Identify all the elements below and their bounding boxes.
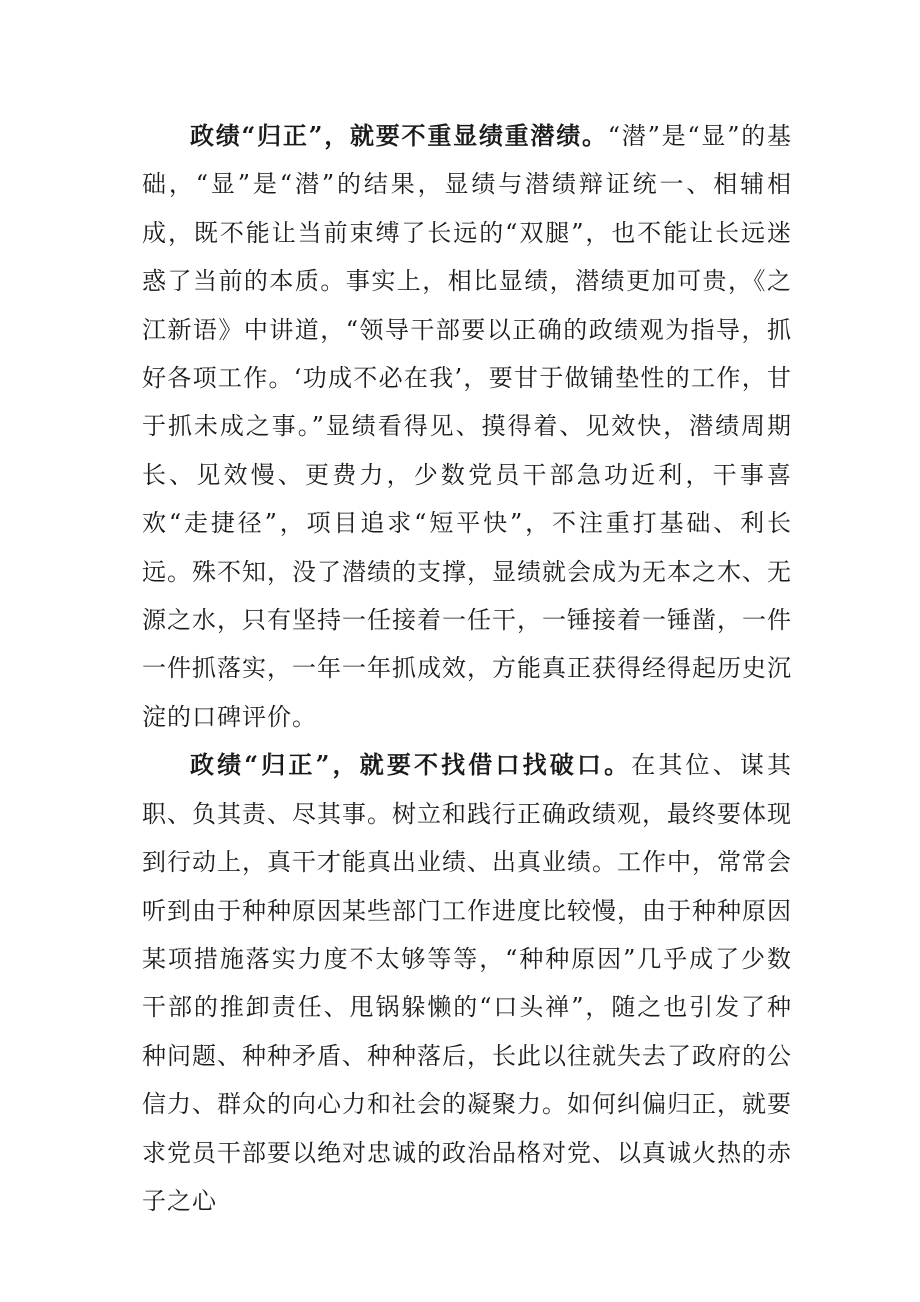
paragraph-1-lead: 政绩“归正”，就要不重显绩重潜绩。	[190, 121, 608, 150]
paragraph-2-body: 在其位、谋其职、负其责、尽其事。树立和践行正确政绩观，最终要体现到行动上，真干才能真出业绩、出真业绩。工作中，常常会听到由于种种原因某些部门工作进度比较慢，由于种种原因某项措施落实力度不太够等等，“种种原因”几乎成了少数干部的推卸责任、甩锅躲懒的“口头禅”，随之也引发了种种问题、种种矛盾、种种落后，长此以往就失去了政府的公信力、群众的向心力和社会的凝聚力。如何纠偏归正，就要求党员干部要以绝对忠诚的政治品格对党、以真诚火热的赤子之心	[142, 751, 793, 1215]
paragraph-2-lead: 政绩“归正”，就要不找借口找破口。	[190, 750, 632, 780]
paragraph-1	[142, 112, 792, 741]
paragraph-2	[142, 741, 792, 1225]
document-page	[142, 112, 792, 1225]
paragraph-1-body: “潜”是“显”的基础，“显”是“潜”的结果，显绩与潜绩辩证统一、相辅相成，既不能让当前束缚了长远的“双腿”，也不能让长远迷惑了当前的本质。事实上，相比显绩，潜绩更加可贵，《之江新语》中讲道，“领导干部要以正确的政绩观为指导，抓好各项工作。‘功成不必在我’，要甘于做铺垫性的工作，甘于抓未成之事。”显绩看得见、摸得着、见效快，潜绩周期长、见效慢、更费力，少数党员干部急功近利，干事喜欢“走捷径”，项目追求“短平快”，不注重打基础、利长远。殊不知，没了潜绩的支撑，显绩就会成为无本之木、无源之水，只有坚持一任接着一任干，一锤接着一锤凿，一件一件抓落实，一年一年抓成效，方能真正获得经得起历史沉淀的口碑评价。	[142, 122, 793, 731]
